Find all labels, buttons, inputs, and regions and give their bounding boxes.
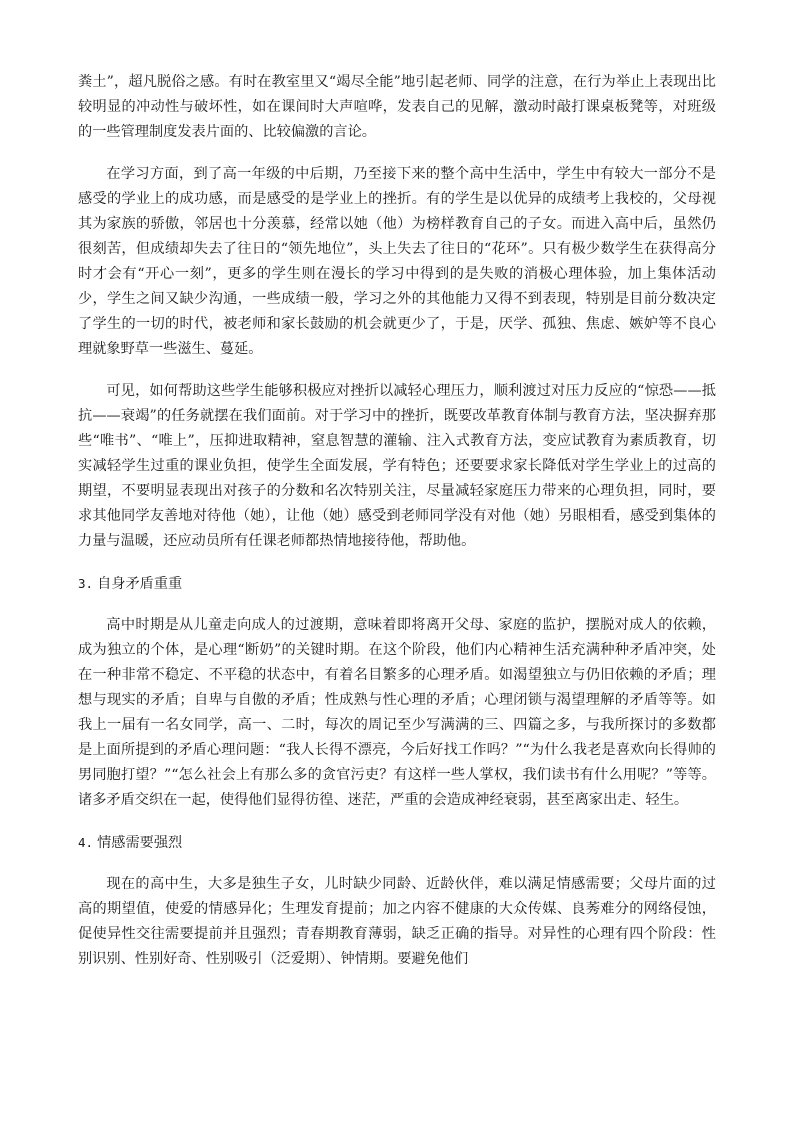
paragraph-contradictions: 高中时期是从儿童走向成人的过渡期，意味着即将离开父母、家庭的监护，摆脱对成人的依赖，成为独立的个体，是心理“断奶”的关键时期。在这个阶段，他们内心精神生活充满种种矛盾冲突，处在一种非常不稳定、不平稳的状态中，有着名目繁多的心理矛盾。如渴望独立与仍旧依赖的矛盾；理想与现实的矛盾；自卑与自傲的矛盾；性成熟与性心理的矛盾；心理闭锁与渴望理解的矛盾等等。如我上一届有一名女同学，高一、二时，每次的周记至少写满满的三、四篇之多，与我所探讨的多数都是上面所提到的矛盾心理问题：“我人长得不漂亮，今后好找工作吗？”“为什么我老是喜欢向长得帅的男同胞打望？”“怎么社会上有那么多的贪官污吏？有这样一些人掌权，我们读书有什么用呢？”等等。诸多矛盾交织在一起，使得他们显得彷徨、迷茫，严重的会造成神经衰弱，甚至离家出走、轻生。 xyxy=(78,617,716,808)
paragraph-behavior: 粪土”，超凡脱俗之感。有时在教室里又“竭尽全能”地引起老师、同学的注意，在行为举止上表现出比较明显的冲动性与破坏性，如在课间时大声喧哗，发表自己的见解，激动时敲打课桌板凳等，对班级的一些管理制度发表片面的、比较偏激的言论。 xyxy=(78,74,716,140)
section-title: 情感需要强烈 xyxy=(97,835,183,851)
section-heading-4 xyxy=(78,830,716,856)
paragraph-study: 在学习方面，到了高一年级的中后期，乃至接下来的整个高中生活中，学生中有较大一部分不是感受的学业上的成功感，而是感受的是学业上的挫折。有的学生是以优异的成绩考上我校的，父母视其为家族的骄傲，邻居也十分羡慕，经常以她（他）为榜样教育自己的子女。而进入高中后，虽然仍很刻苦，但成绩却失去了往日的“领先地位”，头上失去了往日的“花环”。只有极少数学生在获得高分时才会有“开心一刻”，更多的学生则在漫长的学习中得到的是失败的消极心理体验，加上集体活动少，学生之间又缺少沟通，一些成绩一般，学习之外的其他能力又得不到表现，特别是目前分数决定了学生的一切的时代，被老师和家长鼓励的机会就更少了，于是，厌学、孤独、焦虑、嫉妒等不良心理就象野草一些滋生、蔓延。 xyxy=(78,166,716,357)
section-number: 3. xyxy=(78,576,94,591)
section-heading-3 xyxy=(78,571,716,597)
paragraph-emotions: 现在的高中生，大多是独生子女，儿时缺少同龄、近龄伙伴，难以满足情感需要；父母片面的过高的期望值，使爱的情感异化；生理发育提前；加之内容不健康的大众传媒、良莠难分的网络侵蚀，促使异性交往需要提前并且强烈；青春期教育薄弱，缺乏正确的指导。对异性的心理有四个阶段：性别识别、性别好奇、性别吸引（泛爱期）、钟情期。要避免他们 xyxy=(78,876,716,967)
document-page xyxy=(78,70,716,972)
paragraph-help: 可见，如何帮助这些学生能够积极应对挫折以减轻心理压力，顺利渡过对压力反应的“惊恐——抵抗——衰竭”的任务就摆在我们面前。对于学习中的挫折，既要改革教育体制与教育方法，坚决摒弃那些“唯书”、“唯上”，压抑进取精神，窒息智慧的灌输、注入式教育方法，变应试教育为素质教育，切实减轻学生过重的课业负担，使学生全面发展，学有特色；还要要求家长降低对学生学业上的过高的期望，不要明显表现出对孩子的分数和名次特别关注，尽量减轻家庭压力带来的心理负担，同时，要求其他同学友善地对待他（她），让他（她）感受到老师同学没有对他（她）另眼相看，感受到集体的力量与温暖，还应动员所有任课老师都热情地接待他，帮助他。 xyxy=(78,383,716,549)
section-number: 4. xyxy=(78,835,94,850)
section-title: 自身矛盾重重 xyxy=(97,576,183,592)
